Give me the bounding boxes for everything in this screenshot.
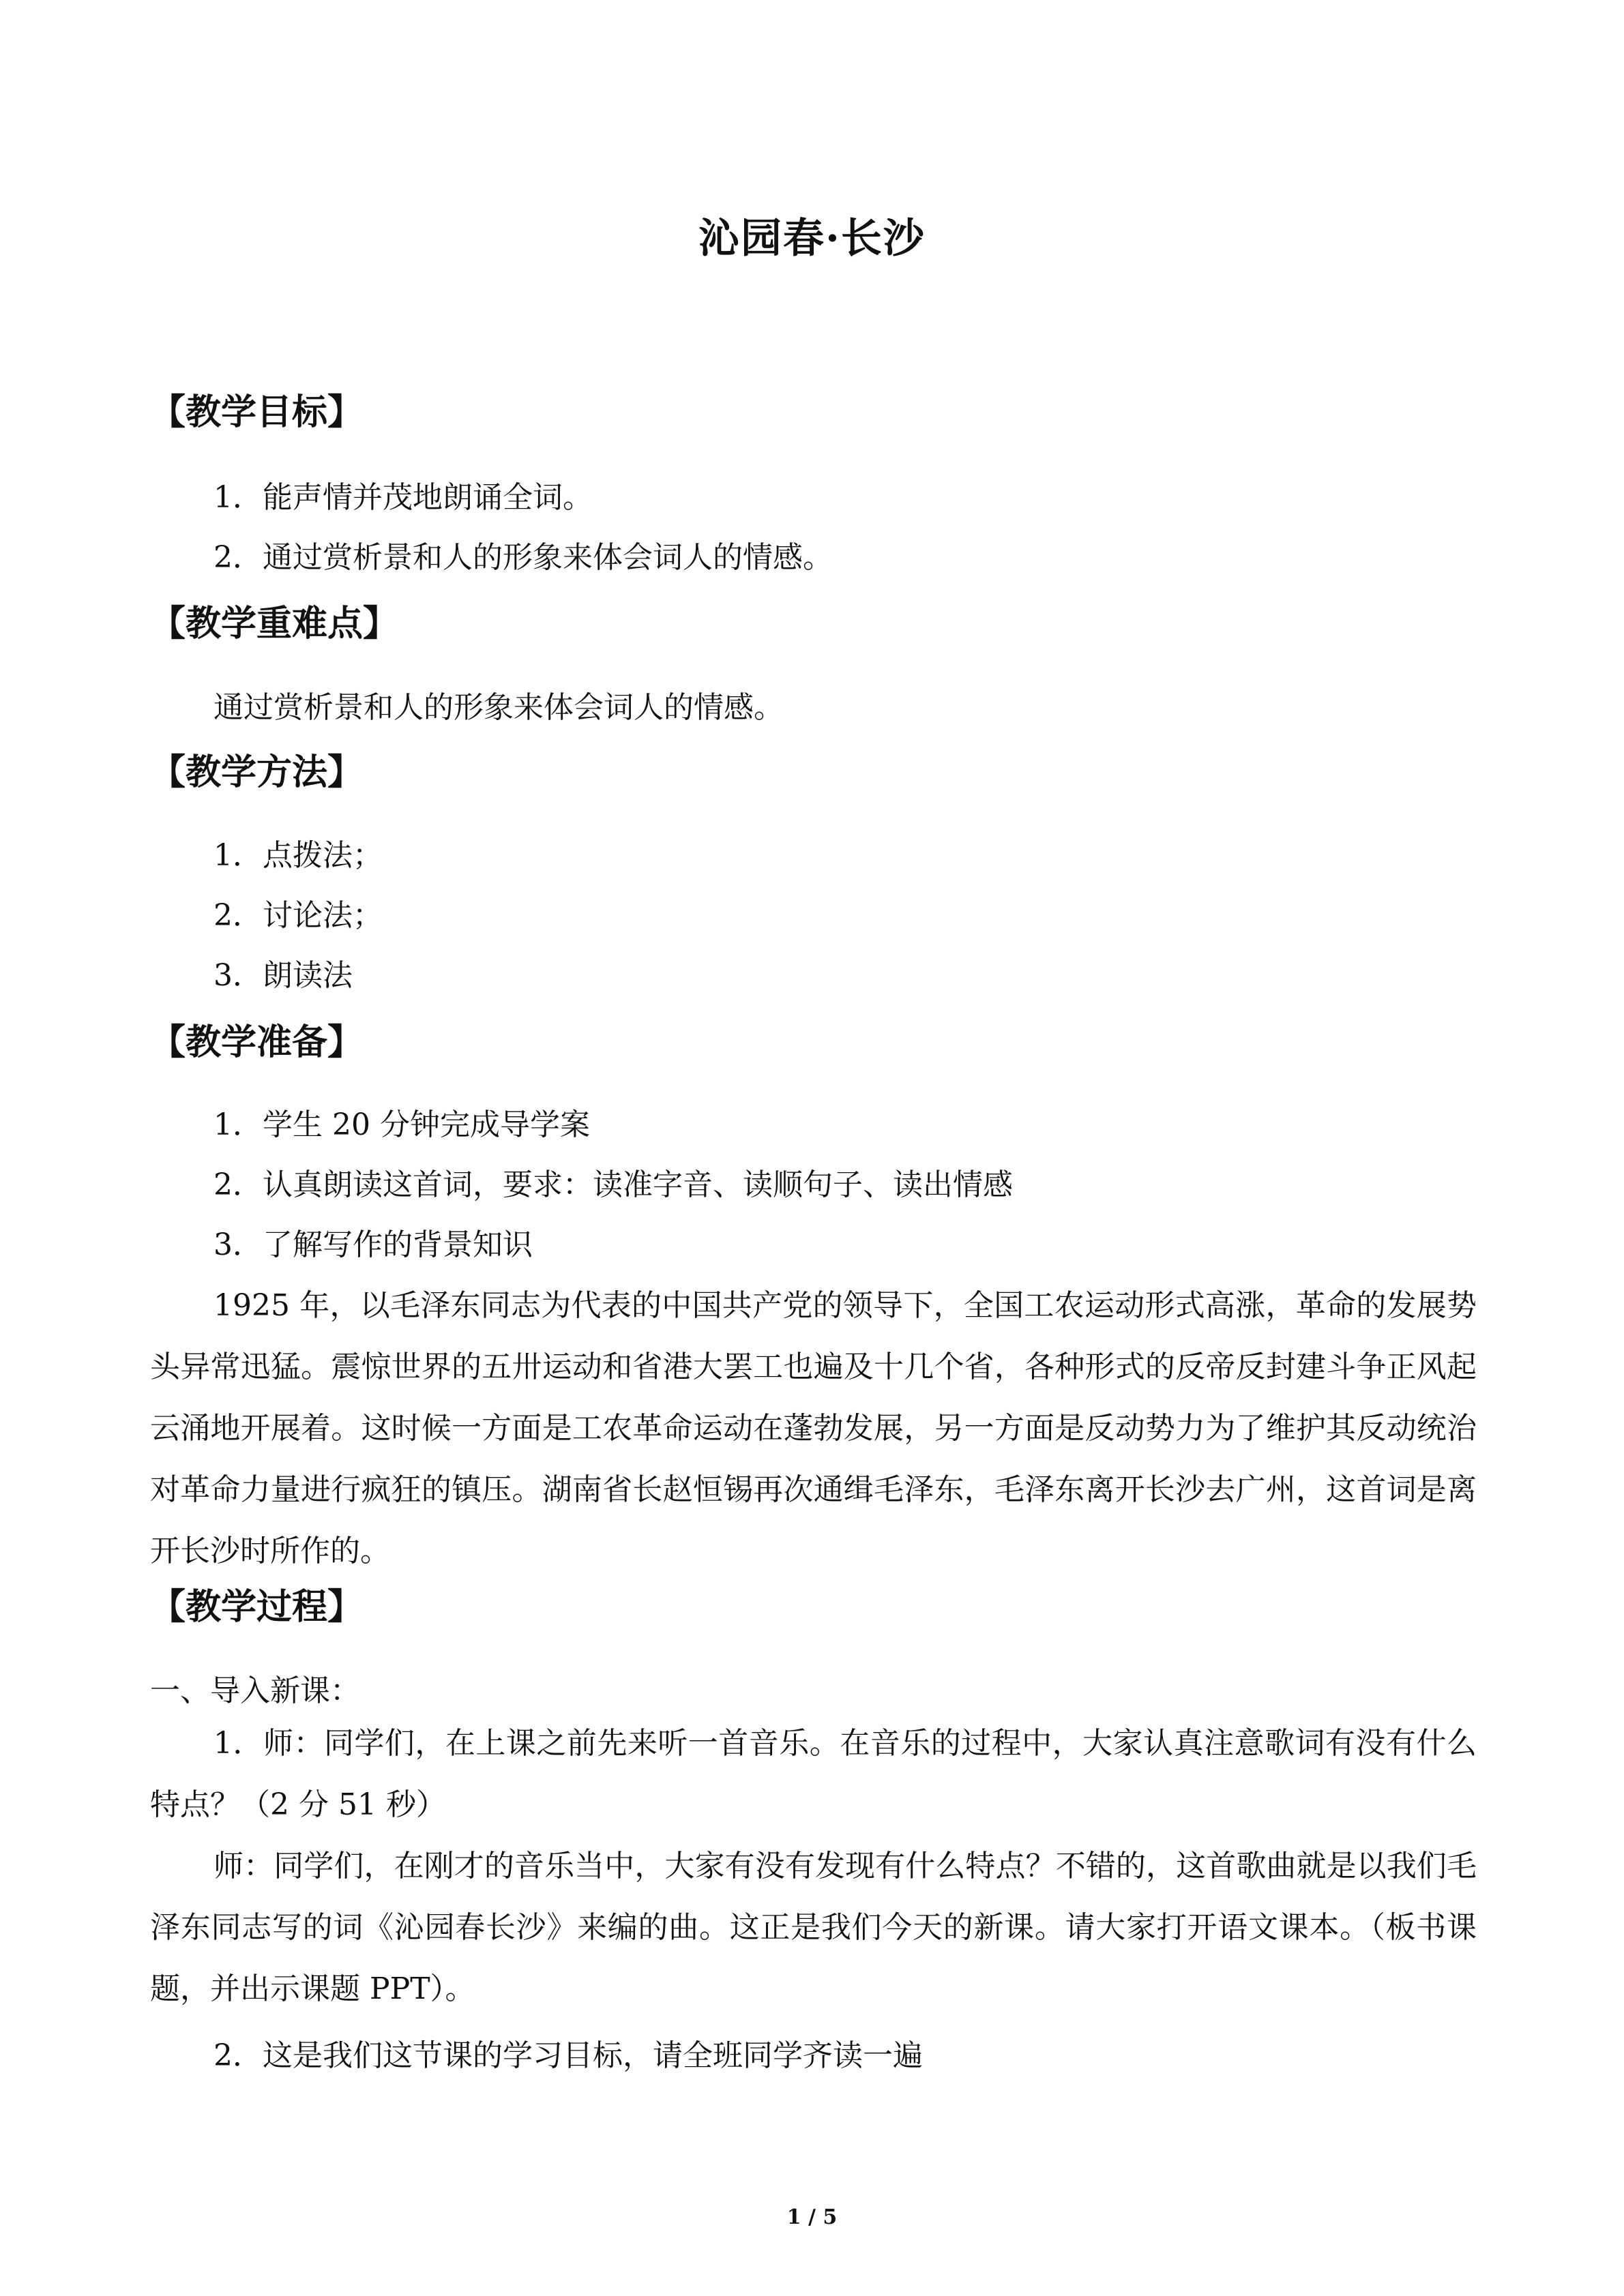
method-item: 2．讨论法； bbox=[213, 898, 383, 933]
goal-item: 1．能声情并茂地朗诵全词。 bbox=[213, 480, 593, 515]
section-heading-key-points: 【教学重难点】 bbox=[150, 603, 399, 644]
process-paragraph: 1．师：同学们，在上课之前先来听一首音乐。在音乐的过程中，大家认真注意歌词有没有什么特点？（2 分 51 秒） bbox=[150, 1726, 1477, 1822]
section-heading-process: 【教学过程】 bbox=[150, 1587, 364, 1628]
background-paragraph: 1925 年，以毛泽东同志为代表的中国共产党的领导下，全国工农运动形式高涨，革命的发展势头异常迅猛。震惊世界的五卅运动和省港大罢工也遍及十几个省，各种形式的反帝反封建斗争正风起云涌地开展着。这时候一方面是工农革命运动在蓬勃发展，另一方面是反动势力为了维护其反动统治对革命力量进行疯狂的镇压。湖南省长赵恒锡再次通缉毛泽东，毛泽东离开长沙去广州，这首词是离开长沙时所作的。 bbox=[150, 1288, 1477, 1568]
document-title: 沁园春·长沙 bbox=[698, 215, 926, 263]
method-item: 3．朗读法 bbox=[213, 958, 353, 993]
method-item: 1．点拨法； bbox=[213, 838, 383, 873]
goal-item: 2．通过赏析景和人的形象来体会词人的情感。 bbox=[213, 540, 833, 575]
page-number: 1 / 5 bbox=[786, 2205, 838, 2229]
section-heading-goals: 【教学目标】 bbox=[150, 392, 364, 433]
section-heading-preparation: 【教学准备】 bbox=[150, 1022, 364, 1063]
section-heading-methods: 【教学方法】 bbox=[150, 752, 364, 793]
process-line: 2．这是我们这节课的学习目标，请全班同学齐读一遍 bbox=[213, 2038, 923, 2073]
step-title: 一、导入新课： bbox=[150, 1673, 360, 1708]
preparation-item: 3．了解写作的背景知识 bbox=[213, 1227, 533, 1262]
key-points-text: 通过赏析景和人的形象来体会词人的情感。 bbox=[213, 690, 784, 725]
process-paragraph: 师：同学们，在刚才的音乐当中，大家有没有发现有什么特点？不错的，这首歌曲就是以我们毛泽东同志写的词《沁园春长沙》来编的曲。这正是我们今天的新课。请大家打开语文课本。（板书课题，并出示课题 PPT）。 bbox=[150, 1849, 1477, 2006]
preparation-item: 2．认真朗读这首词，要求：读准字音、读顺句子、读出情感 bbox=[213, 1167, 1013, 1202]
preparation-item: 1．学生 20 分钟完成导学案 bbox=[213, 1107, 590, 1142]
